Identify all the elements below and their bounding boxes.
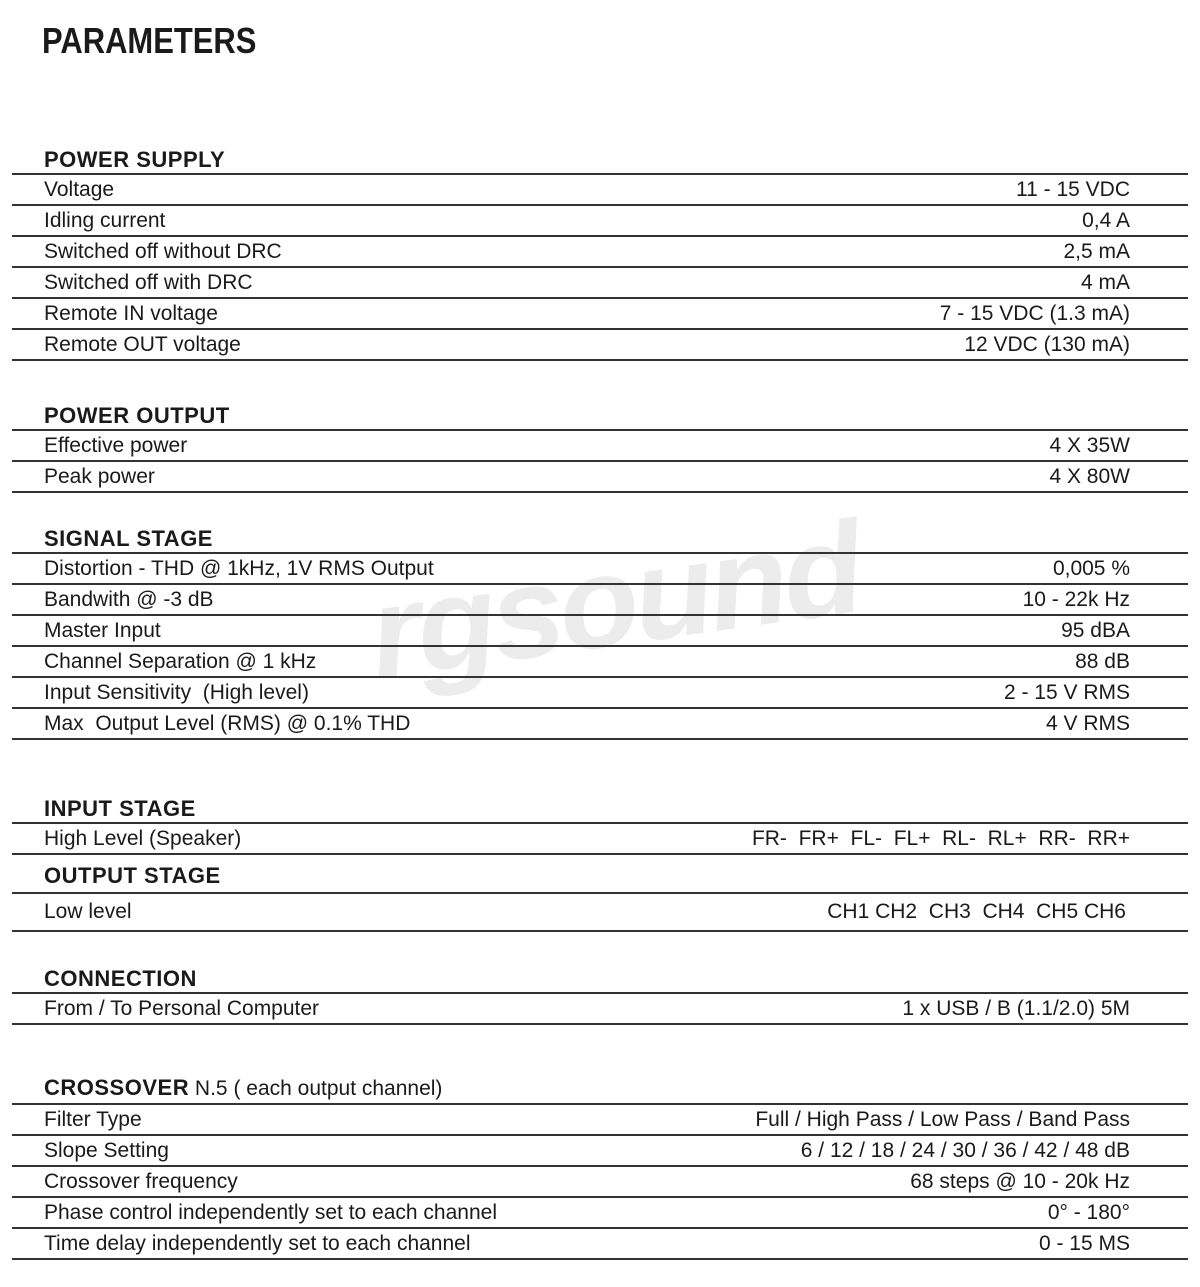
section-crossover [12, 1075, 1188, 1260]
row-label: Crossover frequency [44, 1169, 238, 1193]
section-input-stage [12, 796, 1188, 855]
row-label: Max Output Level (RMS) @ 0.1% THD [44, 711, 411, 735]
row-label: Channel Separation @ 1 kHz [44, 649, 317, 673]
row-value: Full / High Pass / Low Pass / Band Pass [755, 1107, 1130, 1131]
row-value: 4 X 80W [1049, 464, 1130, 488]
row-label: Distortion - THD @ 1kHz, 1V RMS Output [44, 556, 434, 580]
row-label: Bandwith @ -3 dB [44, 587, 214, 611]
row-label: Remote IN voltage [44, 301, 218, 325]
section-title-main: CROSSOVER [44, 1075, 190, 1100]
page-title: PARAMETERS [42, 20, 257, 61]
row-value: 4 V RMS [1045, 711, 1130, 735]
row-value: 4 X 35W [1049, 433, 1130, 457]
row-value: 0 - 15 MS [1038, 1231, 1130, 1255]
table-row [12, 1167, 1188, 1198]
table-row [12, 175, 1188, 206]
table-row [12, 647, 1188, 678]
table-row [12, 237, 1188, 268]
row-value: 0,005 % [1052, 556, 1130, 580]
section-power-supply [12, 147, 1188, 361]
row-label: Phase control independently set to each channel [44, 1200, 497, 1224]
row-value: FR- FR+ FL- FL+ RL- RL+ RR- RR+ [751, 826, 1130, 850]
table-row [12, 585, 1188, 616]
table-row [12, 554, 1188, 585]
table-row [12, 431, 1188, 462]
row-label: Peak power [44, 464, 155, 488]
table-row [12, 462, 1188, 493]
section-title: SIGNAL STAGE [12, 526, 1188, 554]
table-row [12, 1105, 1188, 1136]
row-value: 0,4 A [1082, 208, 1130, 232]
row-value: 88 dB [1075, 649, 1130, 673]
row-value: 68 steps @ 10 - 20k Hz [910, 1169, 1130, 1193]
row-label: Time delay independently set to each channel [44, 1231, 471, 1255]
row-label: Filter Type [44, 1107, 142, 1131]
section-title: POWER OUTPUT [12, 403, 1188, 431]
row-label: Switched off with DRC [44, 270, 253, 294]
section-title: OUTPUT STAGE [12, 862, 1188, 894]
table-row [12, 299, 1188, 330]
section-title [12, 1075, 1188, 1105]
row-label: Effective power [44, 433, 188, 457]
section-title: CONNECTION [12, 966, 1188, 994]
row-value: 10 - 22k Hz [1022, 587, 1130, 611]
table-row [12, 616, 1188, 647]
table-row [12, 709, 1188, 740]
section-title-suffix: N.5 ( each output channel) [189, 1077, 443, 1100]
row-value: 4 mA [1080, 270, 1130, 294]
row-value: CH1 CH2 CH3 CH4 CH5 CH6 [827, 900, 1126, 923]
row-value: 0° - 180° [1047, 1200, 1130, 1224]
section-signal-stage [12, 526, 1188, 740]
row-value: 6 / 12 / 18 / 24 / 30 / 36 / 42 / 48 dB [800, 1138, 1130, 1162]
table-row [12, 330, 1188, 361]
row-value: 95 dBA [1061, 618, 1130, 642]
row-value: 1 x USB / B (1.1/2.0) 5M [902, 996, 1130, 1020]
table-row [12, 1136, 1188, 1167]
row-label: Input Sensitivity (High level) [44, 680, 309, 704]
row-label: Switched off without DRC [44, 239, 282, 263]
watermark-logo: rgsound [360, 493, 868, 707]
table-row [12, 1198, 1188, 1229]
row-label: Low level [44, 900, 132, 923]
section-connection [12, 966, 1188, 1025]
row-label: Idling current [44, 208, 166, 232]
table-row [12, 994, 1188, 1025]
section-power-output [12, 403, 1188, 493]
table-row [12, 268, 1188, 299]
table-row [12, 824, 1188, 855]
table-row [12, 206, 1188, 237]
row-label: Voltage [44, 177, 115, 201]
row-label: Slope Setting [44, 1138, 169, 1162]
row-label: From / To Personal Computer [44, 996, 320, 1020]
section-title: POWER SUPPLY [12, 147, 1188, 175]
row-value: 11 - 15 VDC [1016, 177, 1130, 201]
row-value: 7 - 15 VDC (1.3 mA) [939, 301, 1130, 325]
table-row [12, 678, 1188, 709]
row-label: Remote OUT voltage [44, 332, 241, 356]
table-row [12, 894, 1188, 932]
section-title: INPUT STAGE [12, 796, 1188, 824]
row-value: 2 - 15 V RMS [1003, 680, 1130, 704]
section-output-stage [12, 862, 1188, 932]
table-row [12, 1229, 1188, 1260]
row-label: Master Input [44, 618, 161, 642]
row-label: High Level (Speaker) [44, 826, 242, 850]
row-value: 2,5 mA [1063, 239, 1130, 263]
row-value: 12 VDC (130 mA) [964, 332, 1130, 356]
